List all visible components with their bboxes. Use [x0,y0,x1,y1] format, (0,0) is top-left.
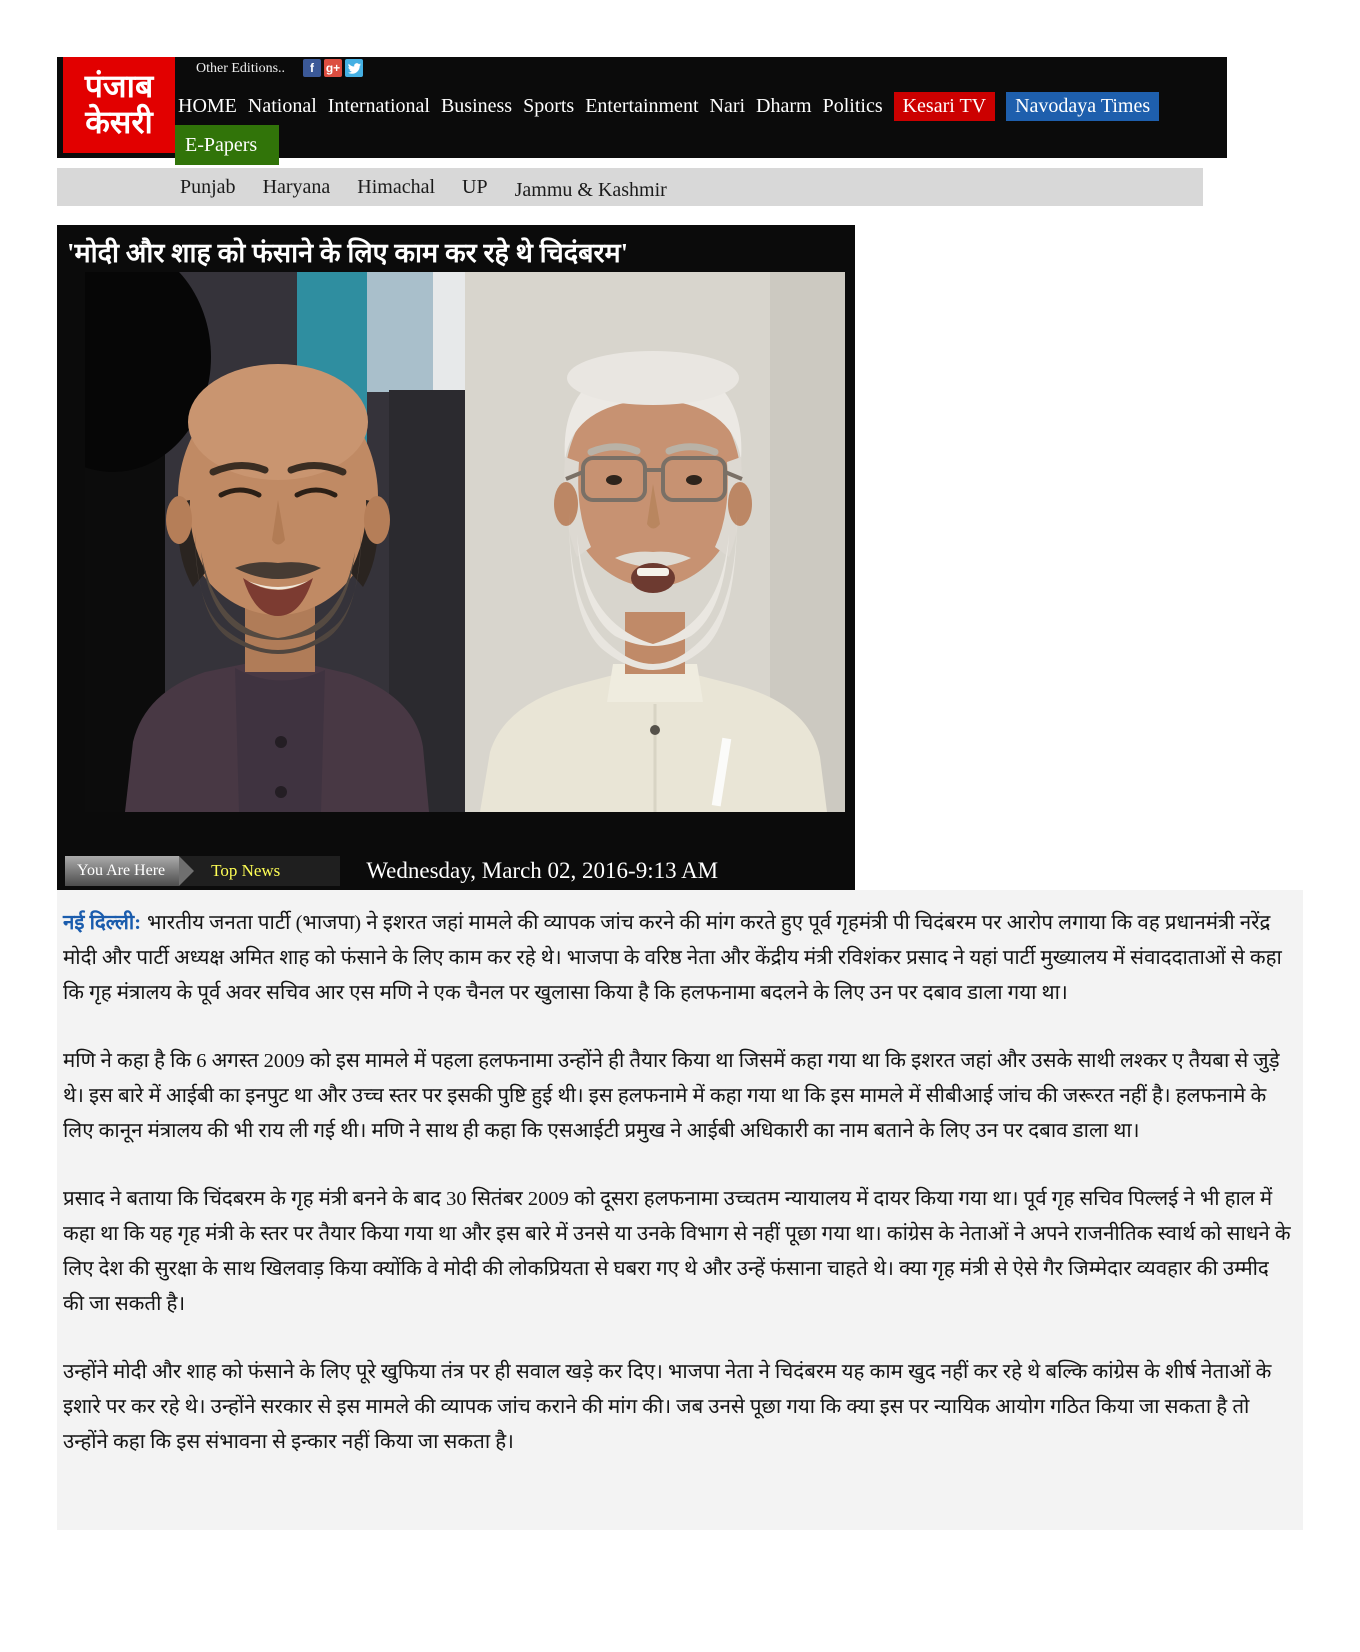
epapers-button[interactable]: E-Papers [175,125,279,165]
nav-item-business[interactable]: Business [440,94,513,117]
subnav-item-jammu-kashmir[interactable]: Jammu & Kashmir [514,178,667,201]
paragraph-3: प्रसाद ने बताया कि चिंदबरम के गृह मंत्री बनने के बाद 30 सितंबर 2009 को दूसरा हलफनामा उच्चतम न्यायालय में दायर किया गया था। पूर्व गृह सचिव पिल्लई ने भी हाल में कहा था कि यह गृह मंत्री के स्तर पर तैयार किया गया था और इस बारे में उनसे या उनके विभाग से नहीं पूछा गया था। कांग्रेस के नेताओं ने अपने राजनीतिक स्वार्थ को साधने के लिए देश की सुरक्षा के साथ खिलवाड़ किया क्योंकि वे मोदी की लोकप्रियता से घबरा गए थे और उन्हें फंसाना चाहते थे। क्या गृह मंत्री से ऐसे गैर जिम्मेदार व्यवहार की उम्मीद की जा सकती है। [63,1188,1291,1315]
paragraph-1 [63,906,1293,1011]
article-headline: 'मोदी और शाह को फंसाने के लिए काम कर रहे थे चिदंबरम' [67,238,629,268]
publish-datetime: Wednesday, March 02, 2016-9:13 AM [366,858,719,883]
region-subnav [57,168,1203,206]
you-are-here-badge: You Are Here [65,856,179,886]
nav-item-dharm[interactable]: Dharm [756,94,812,117]
article-media-box [57,225,855,890]
main-navigation [178,90,1159,122]
article-photos [85,272,845,812]
subnav-item-punjab[interactable]: Punjab [180,175,236,198]
subnav-item-up[interactable]: UP [462,175,488,198]
nav-item-navodaya-times[interactable]: Navodaya Times [1006,92,1159,121]
punjab-kesari-logo[interactable] [63,57,175,153]
facebook-icon[interactable]: f [303,59,321,77]
nav-item-entertainment[interactable]: Entertainment [585,94,699,117]
amit-shah-photo [85,272,465,812]
nav-item-home[interactable]: HOME [178,94,237,117]
logo-line-1: पंजाब [84,68,154,105]
nav-item-sports[interactable]: Sports [523,94,575,117]
nav-item-nari[interactable]: Nari [709,94,746,117]
paragraph-4: उन्होंने मोदी और शाह को फंसाने के लिए पूरे खुफिया तंत्र पर ही सवाल खड़े कर दिए। भाजपा नेता ने चिदंबरम यह काम खुद नहीं कर रहे थे बल्कि कांग्रेस के शीर्ष नेताओं के इशारे पर कर रहे थे। उन्होंने सरकार से इस मामले की व्यापक जांच कराने की मांग की। जब उनसे पूछा गया कि क्या इस पर न्यायिक आयोग गठित किया जा सकता है तो उन्होंने कहा कि इस संभावना से इन्कार नहीं किया जा सकता है। [63,1361,1272,1453]
logo-line-2: केसरी [85,104,153,140]
breadcrumb-strip [65,856,340,886]
nav-item-international[interactable]: International [327,94,430,117]
other-editions-link[interactable]: Other Editions.. [196,61,286,76]
subnav-item-himachal[interactable]: Himachal [357,175,436,198]
article-body [57,890,1303,1530]
paragraph-1-text: भारतीय जनता पार्टी (भाजपा) ने इशरत जहां मामले की व्यापक जांच करने की मांग करते हुए पूर्व गृहमंत्री पी चिदंबरम पर आरोप लगाया कि वह प्रधानमंत्री नरेंद्र मोदी और पार्टी अध्यक्ष अमित शाह को फंसाने के लिए काम कर रहे थे। भाजपा के वरिष्ठ नेता और केंद्रीय मंत्री रविशंकर प्रसाद ने यहां पार्टी मुख्यालय में संवाददाताओं से कहा कि गृह मंत्रालय के पूर्व अवर सचिव आर एस मणि ने एक चैनल पर खुलासा किया है कि हलफनामा बदलने के लिए उन पर दबाव डाला गया था। [63,912,1282,1004]
social-icons [303,59,363,77]
twitter-icon[interactable] [345,59,363,77]
breadcrumb [65,856,847,886]
dateline: नई दिल्ली: [63,912,142,934]
twitter-bird-icon [348,63,361,74]
google-plus-icon[interactable]: g+ [325,61,341,75]
paragraph-2: मणि ने कहा है कि 6 अगस्त 2009 को इस मामले में पहला हलफनामा उन्होंने ही तैयार किया था जिसमें कहा गया था कि इशरत जहां और उसके साथी लश्कर ए तैयबा से जुड़े थे। इस बारे में आईबी का इनपुट था और उच्च स्तर पर इसकी पुष्टि हुई थी। इस हलफनामे में कहा गया था कि इस मामले में सीबीआई जांच की जरूरत नहीं है। हलफनामे के लिए कानून मंत्रालय की भी राय ली गई थी। मणि ने साथ ही कहा कि एसआईटी प्रमुख ने आईबी अधिकारी का नाम बताने के लिए उन पर दबाव डाला था। [63,1050,1280,1142]
nav-item-national[interactable]: National [247,94,317,117]
breadcrumb-category-top-news[interactable]: Top News [211,861,281,880]
narendra-modi-photo [465,272,845,812]
subnav-item-haryana[interactable]: Haryana [262,175,331,198]
nav-item-kesari-tv[interactable]: Kesari TV [894,92,996,121]
nav-item-politics[interactable]: Politics [822,94,883,117]
